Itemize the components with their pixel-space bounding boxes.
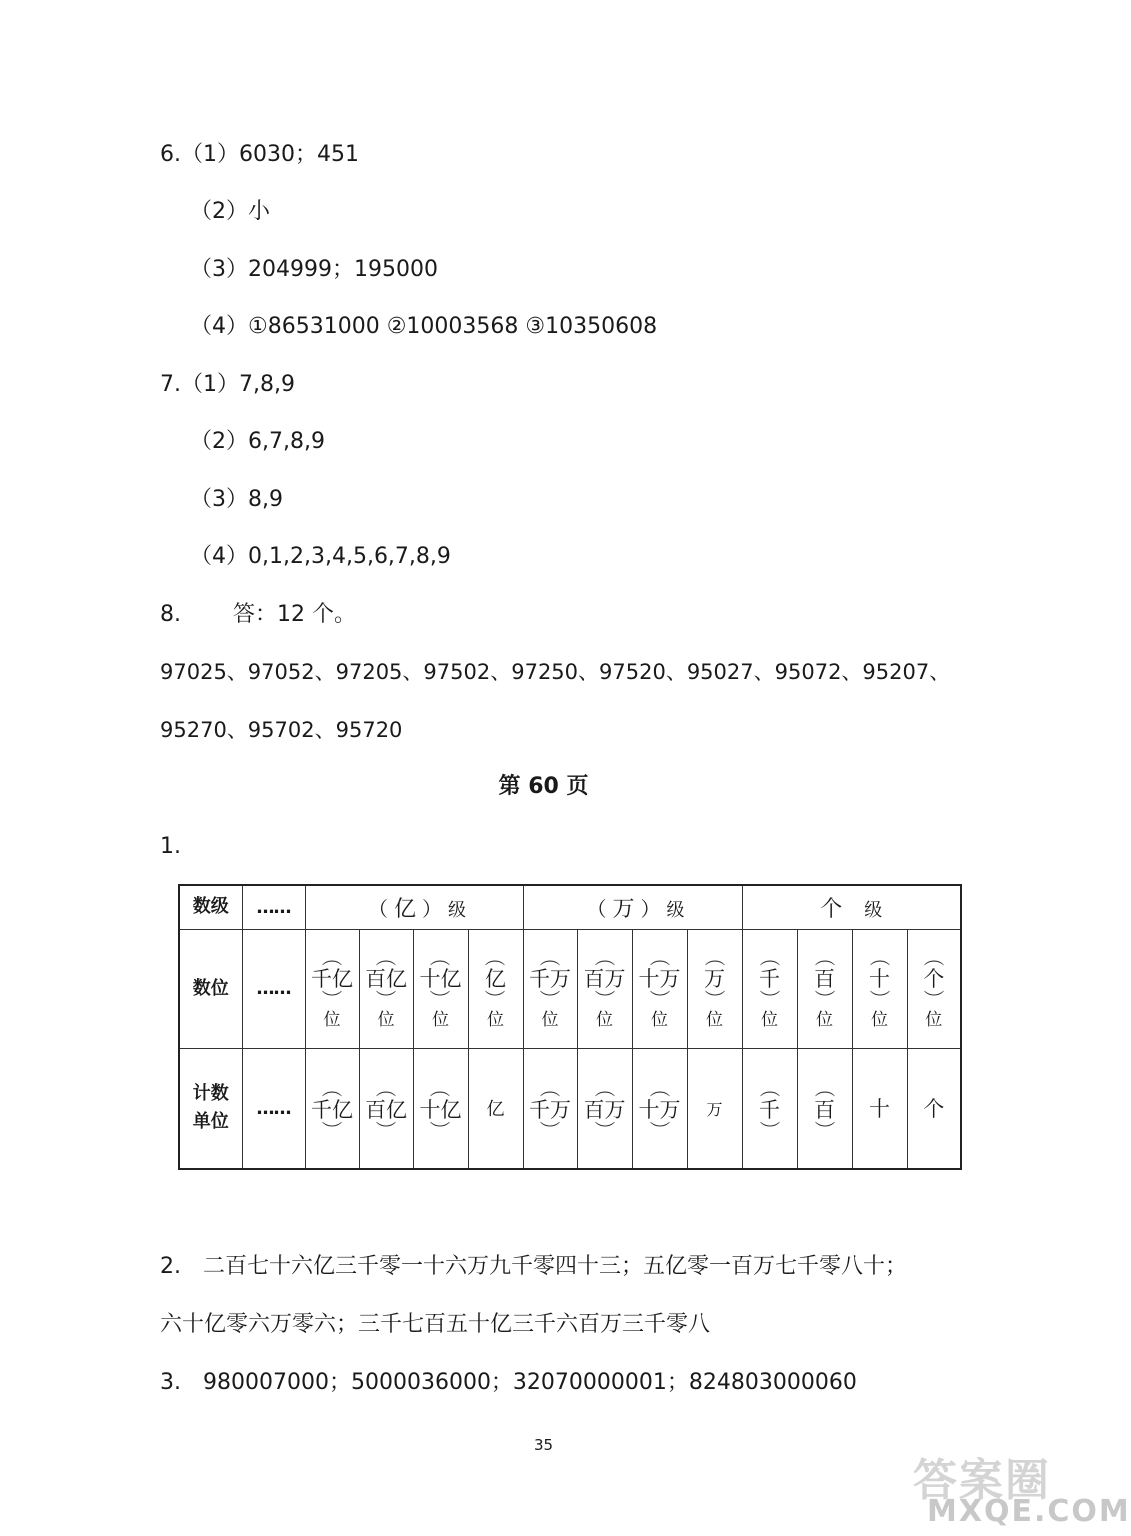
digit-cell: ︵ 亿 ︶ 位 (468, 929, 523, 1048)
q3-line: 3. 980007000；5000036000；32070000001；824803000060 (160, 1370, 857, 1395)
unit-cell: 个 (907, 1048, 961, 1169)
digit-cell: ︵ 百亿 ︶ 位 (359, 929, 413, 1048)
watermark-top-text: 答案圈 (913, 1455, 1051, 1506)
row-label-level: 数级 (179, 885, 242, 929)
unit-cell: ︵ 千亿 ︶ (305, 1048, 359, 1169)
unit-cell: ︵ 十万 ︶ (632, 1048, 687, 1169)
q2-line2: 六十亿零六万零六；三千七百五十亿三千六百万三千零八 (160, 1312, 711, 1337)
q6-part1: 6.（1）6030；451 (160, 142, 359, 167)
digit-cell: ︵ 千亿 ︶ 位 (305, 929, 359, 1048)
unit-cell: ︵ 百万 ︶ (577, 1048, 632, 1169)
section-heading: 第 60 页 (498, 774, 589, 799)
digit-cell: ︵ 百 ︶ 位 (797, 929, 852, 1048)
level-wan: （ 万 ） 级 (523, 885, 742, 929)
unit-cell: ︵ 千 ︶ (742, 1048, 797, 1169)
q6-part3: （3）204999；195000 (190, 257, 438, 282)
unit-cell: ︵ 十亿 ︶ (413, 1048, 468, 1169)
place-value-table (178, 884, 962, 1170)
level-row (179, 885, 961, 929)
digit-cell: ︵ 千万 ︶ 位 (523, 929, 577, 1048)
q8-list-line1: 97025、97052、97205、97502、97250、97520、95027、95072、95207、 (160, 660, 951, 684)
q7-part1: 7.（1）7,8,9 (160, 372, 295, 397)
digit-cell: ︵ 十 ︶ 位 (852, 929, 907, 1048)
q8-label: 8. (160, 602, 181, 627)
q7-part2: （2）6,7,8,9 (190, 429, 325, 454)
q7-part3: （3）8,9 (190, 487, 283, 512)
digit-cell: ︵ 个 ︶ 位 (907, 929, 961, 1048)
q1-label: 1. (160, 834, 181, 859)
q6-part4: （4）①86531000 ②10003568 ③10350608 (190, 314, 658, 339)
q6-part2: （2）小 (190, 199, 270, 224)
level-ge: 个 级 (742, 885, 961, 929)
watermark-url: MXQE.COM (927, 1494, 1131, 1529)
digit-row (179, 929, 961, 1048)
level-yi: （ 亿 ） 级 (305, 885, 523, 929)
dots-cell: …… (242, 885, 305, 929)
page-number: 35 (533, 1436, 554, 1454)
q8-answer: 答：12 个。 (233, 602, 356, 627)
digit-cell: ︵ 千 ︶ 位 (742, 929, 797, 1048)
unit-cell: ︵ 百 ︶ (797, 1048, 852, 1169)
digit-cell: ︵ 十亿 ︶ 位 (413, 929, 468, 1048)
digit-cell: ︵ 万 ︶ 位 (687, 929, 742, 1048)
row-label-digit: 数位 (179, 929, 242, 1048)
dots-cell: …… (242, 929, 305, 1048)
unit-cell: ︵ 百亿 ︶ (359, 1048, 413, 1169)
watermark-logo (879, 1444, 1131, 1530)
dots-cell: …… (242, 1048, 305, 1169)
q2-line1: 2. 二百七十六亿三千零一十六万九千零四十三；五亿零一百万七千零八十； (160, 1254, 907, 1279)
digit-cell: ︵ 百万 ︶ 位 (577, 929, 632, 1048)
unit-row (179, 1048, 961, 1169)
digit-cell: ︵ 十万 ︶ 位 (632, 929, 687, 1048)
unit-cell: 十 (852, 1048, 907, 1169)
unit-cell: ︵ 千万 ︶ (523, 1048, 577, 1169)
unit-cell: 亿 (468, 1048, 523, 1169)
q8-list-line2: 95270、95702、95720 (160, 718, 403, 742)
unit-cell: 万 (687, 1048, 742, 1169)
q7-part4: （4）0,1,2,3,4,5,6,7,8,9 (190, 544, 451, 569)
row-label-unit: 计数 单位 (179, 1048, 242, 1169)
